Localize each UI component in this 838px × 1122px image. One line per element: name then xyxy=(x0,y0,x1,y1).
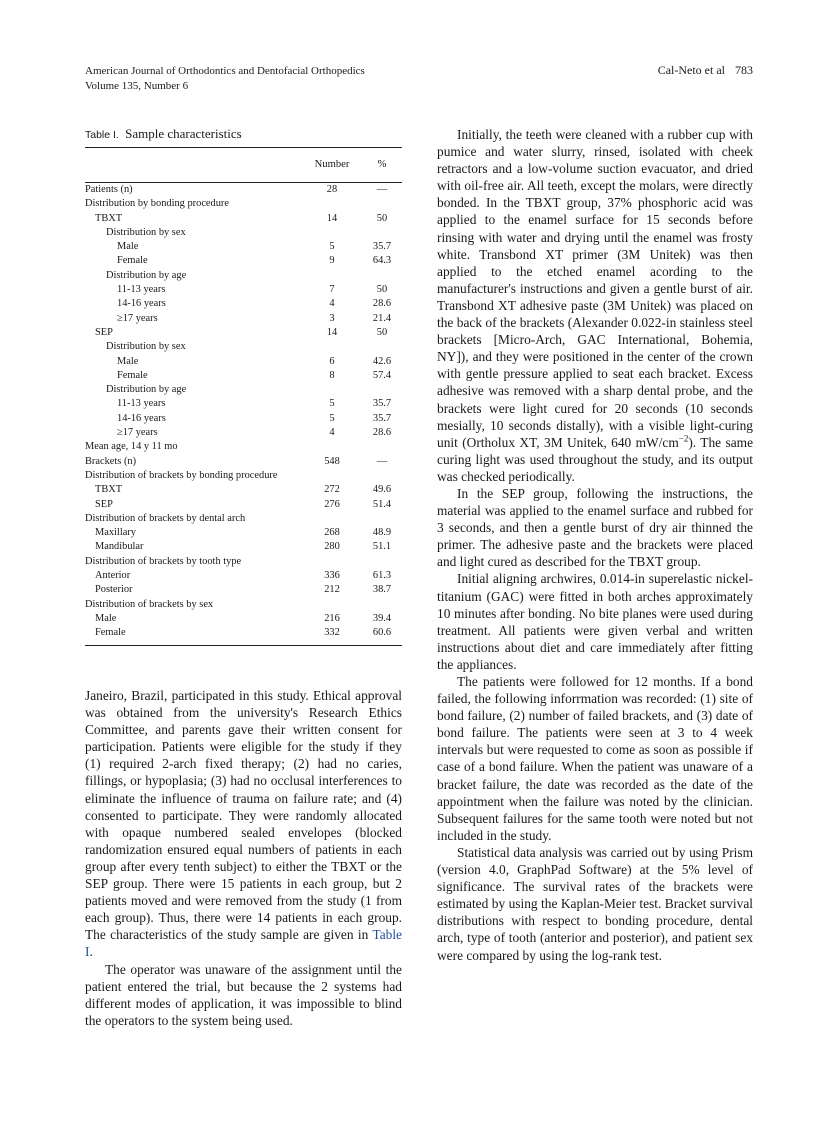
row-number xyxy=(302,269,362,283)
row-percent xyxy=(362,226,402,240)
row-label: ≥17 years xyxy=(117,427,158,439)
table-row xyxy=(85,355,402,369)
row-percent: 57.4 xyxy=(372,369,392,381)
table-row xyxy=(85,183,402,198)
row-label: Distribution by bonding procedure xyxy=(85,198,230,210)
row-number: 280 xyxy=(324,541,340,553)
row-number: 212 xyxy=(324,584,340,596)
paragraph: Initial aligning archwires, 0.014-in superelastic nickel-titanium (GAC) were fitted in both arches approximately 10 minutes after bonding. No bite planes were used during treatment. All patients were given verbal and written instructions about diet and care immediately after fitting the appliances. xyxy=(437,571,753,672)
row-label: TBXT xyxy=(95,212,123,224)
table-row xyxy=(85,297,402,311)
row-number xyxy=(302,340,362,354)
row-percent: 38.7 xyxy=(372,584,392,596)
row-percent xyxy=(362,269,402,283)
row-percent: 28.6 xyxy=(372,298,392,310)
row-number: 7 xyxy=(329,284,335,296)
row-label: 14-16 years xyxy=(117,412,166,424)
table-row xyxy=(85,226,402,240)
table-row xyxy=(85,269,402,283)
right-column-text xyxy=(437,126,753,964)
row-label: Mean age, 14 y 11 mo xyxy=(85,441,178,453)
row-percent: 64.3 xyxy=(372,255,392,267)
row-label: Brackets (n) xyxy=(85,455,137,467)
table-row xyxy=(85,512,402,526)
row-label: Mandibular xyxy=(95,541,144,553)
row-number xyxy=(302,598,362,612)
row-percent xyxy=(362,440,402,454)
table-row xyxy=(85,483,402,497)
row-number xyxy=(302,469,362,483)
row-number: 9 xyxy=(329,255,335,267)
row-label: SEP xyxy=(95,498,113,510)
row-percent: 61.3 xyxy=(372,570,392,582)
row-number: 5 xyxy=(329,241,335,253)
table-block xyxy=(85,126,402,646)
table-title: Sample characteristics xyxy=(125,126,242,141)
row-percent: — xyxy=(376,184,388,195)
table-row xyxy=(85,340,402,354)
row-number: 272 xyxy=(324,484,340,496)
paragraph: Statistical data analysis was carried out by using Prism (version 4.0, GraphPad Software) at the 5% level of significance. The survival rates of the brackets were estimated by using the Kaplan-Meier test. Bracket survival distributions with respect to bonding procedure, dental arch, type of tooth (anterior and posterior), and patient sex were compared by using the log-rank test. xyxy=(437,844,753,963)
row-percent: 39.4 xyxy=(372,612,392,624)
table-row xyxy=(85,254,402,268)
row-percent: 21.4 xyxy=(372,312,392,324)
row-percent xyxy=(362,598,402,612)
table-row xyxy=(85,426,402,440)
row-label: Female xyxy=(117,255,148,267)
row-label: SEP xyxy=(95,326,113,338)
row-label: ≥17 years xyxy=(117,312,158,324)
table-row xyxy=(85,440,402,454)
sample-characteristics-table xyxy=(85,148,402,641)
table-row xyxy=(85,240,402,254)
paragraph: In the SEP group, following the instructions, the material was applied to the enamel surface and rubbed for 3 seconds, and then a gentle burst of dry air thinned the primer. The adhesive paste and the brackets were placed and light cured as described for the TBXT group. xyxy=(437,485,753,570)
row-number: 276 xyxy=(324,498,340,510)
row-label: 11-13 years xyxy=(117,398,166,410)
col-percent-header: % xyxy=(377,159,387,170)
row-percent xyxy=(362,555,402,569)
row-number: 14 xyxy=(326,326,338,338)
row-percent: 48.9 xyxy=(372,527,392,539)
col-number-header: Number xyxy=(314,159,350,170)
page-number: 783 xyxy=(735,63,753,77)
row-number xyxy=(302,555,362,569)
row-percent: 60.6 xyxy=(372,627,392,639)
table-row xyxy=(85,326,402,340)
row-percent: 28.6 xyxy=(372,427,392,439)
table-row xyxy=(85,412,402,426)
row-number: 548 xyxy=(324,455,340,467)
table-row xyxy=(85,197,402,211)
row-percent: 50 xyxy=(376,284,388,296)
running-header-page xyxy=(658,63,753,78)
table-row xyxy=(85,283,402,297)
row-label: Female xyxy=(95,627,126,639)
table-row xyxy=(85,383,402,397)
row-label: Distribution by age xyxy=(106,384,187,396)
table-row xyxy=(85,583,402,597)
row-label: Distribution by age xyxy=(106,269,187,281)
row-number: 3 xyxy=(329,312,335,324)
running-header-journal xyxy=(85,64,365,94)
row-label: Distribution by sex xyxy=(106,226,186,238)
table-row xyxy=(85,526,402,540)
table-row xyxy=(85,598,402,612)
table-row xyxy=(85,312,402,326)
left-column-text xyxy=(85,687,402,1029)
row-number xyxy=(302,440,362,454)
row-label: Maxillary xyxy=(95,527,136,539)
table-row xyxy=(85,540,402,554)
row-label: TBXT xyxy=(95,484,123,496)
row-percent xyxy=(362,469,402,483)
row-number: 6 xyxy=(329,355,335,367)
row-percent: 42.6 xyxy=(372,355,392,367)
row-label: Male xyxy=(117,241,139,253)
table-row xyxy=(85,569,402,583)
row-label: Distribution of brackets by dental arch xyxy=(85,512,246,524)
row-number xyxy=(302,512,362,526)
row-label: Distribution by sex xyxy=(106,341,186,353)
row-number: 268 xyxy=(324,527,340,539)
row-number: 336 xyxy=(324,570,340,582)
table-reference-link[interactable]: Table I xyxy=(85,927,402,960)
paragraph: The operator was unaware of the assignment until the patient entered the trial, but because the 2 systems had different modes of application, it was impossible to blind the operators to the system being used. xyxy=(85,961,402,1028)
row-percent: 35.7 xyxy=(372,241,392,253)
row-percent: 50 xyxy=(376,212,388,224)
journal-volume: Volume 135, Number 6 xyxy=(85,80,189,92)
row-label: Female xyxy=(117,369,148,381)
row-label: Male xyxy=(95,612,117,624)
row-label: Distribution of brackets by tooth type xyxy=(85,555,242,567)
row-number: 8 xyxy=(329,369,335,381)
row-label: 11-13 years xyxy=(117,284,166,296)
table-row xyxy=(85,212,402,226)
row-number: 332 xyxy=(324,627,340,639)
table-row xyxy=(85,498,402,512)
row-number: 5 xyxy=(329,412,335,424)
row-label: Distribution of brackets by sex xyxy=(85,598,214,610)
table-row xyxy=(85,555,402,569)
row-label: Distribution of brackets by bonding procedure xyxy=(85,469,278,481)
row-percent xyxy=(362,340,402,354)
row-percent xyxy=(362,512,402,526)
paragraph: Janeiro, Brazil, participated in this study. Ethical approval was obtained from the university's Research Ethics Committee, and parents gave their written consent for participation. Patients were eligible for the study if they (1) required 2-arch fixed therapy; (2) had no caries, fillings, or hypoplasia; (3) had no occlusal interferences to eliminate the influence of trauma on failure rate; and (4) consented to participate. They were randomly allocated with opaque numbered sealed envelopes (blocked randomization ensured equal numbers of patients in each group after every tenth subject) to either the TBXT or the SEP group. There were 15 patients in each group, but 2 patients moved and were removed from the study (1 from each group). Thus, there were 14 patients in each group. The characteristics of the study sample are given in Table I. xyxy=(85,688,402,960)
row-number: 5 xyxy=(329,398,335,410)
row-label: Anterior xyxy=(95,570,131,582)
row-number xyxy=(302,383,362,397)
authors: Cal-Neto et al xyxy=(657,63,725,77)
row-label: Patients (n) xyxy=(85,184,133,195)
row-number: 28 xyxy=(326,184,338,195)
table-caption xyxy=(85,126,402,142)
row-number: 14 xyxy=(326,212,338,224)
row-percent: 51.1 xyxy=(372,541,392,553)
row-number: 4 xyxy=(329,298,335,310)
row-number xyxy=(302,197,362,211)
row-percent xyxy=(362,383,402,397)
row-number: 4 xyxy=(329,427,335,439)
row-percent: 51.4 xyxy=(372,498,392,510)
table-label: Table I. xyxy=(85,129,119,141)
table-row xyxy=(85,369,402,383)
row-number: 216 xyxy=(324,612,340,624)
row-percent: — xyxy=(376,455,388,467)
journal-name: American Journal of Orthodontics and Dentofacial Orthopedics xyxy=(85,65,365,77)
row-percent: 35.7 xyxy=(372,398,392,410)
row-percent xyxy=(362,197,402,211)
row-percent: 49.6 xyxy=(372,484,392,496)
row-label: Male xyxy=(117,355,139,367)
table-row xyxy=(85,455,402,469)
table-row xyxy=(85,397,402,411)
row-number xyxy=(302,226,362,240)
table-row xyxy=(85,612,402,626)
row-percent: 50 xyxy=(376,326,388,338)
row-label: 14-16 years xyxy=(117,298,166,310)
paragraph: The patients were followed for 12 months. If a bond failed, the following inforrmation was recorded: (1) site of bond failure, (2) number of failed brackets, and (3) date of bond failure. The patients were seen at 3 to 4 week intervals but were requested to come as soon as possible if case of a bond failure. When the patient was unaware of a bracket failure, the date was recorded as the date of the appointment when the failure was noted by the clinician. Subsequent failures for the same tooth were noted but not included in the study. xyxy=(437,674,753,843)
row-percent: 35.7 xyxy=(372,412,392,424)
table-row xyxy=(85,469,402,483)
table-header-row xyxy=(85,148,402,183)
table-row xyxy=(85,626,402,640)
paragraph: Initially, the teeth were cleaned with a rubber cup with pumice and water slurry, rinsed, isolated with cheek retractors and a low-volume suction evacuator, and dried with oil-free air. All teeth, except the molars, were directly bonded. In the TBXT group, 37% phosphoric acid was applied to the enamel surface for 15 seconds before rinsing with water and drying until the enamel was frosty white. Transbond XT primer (3M Unitek) was then applied to the etched enamel acording to the manufacturer's instructions and given a gentle burst of air. Transbond XT adhesive paste (3M Unitek) was placed on the back of the brackets (Alexander 0.022-in stainless steel brackets [Micro-Arch, GAC International, Bohemia, NY]), and they were positioned in the center of the crown with gentle pressure applied to seat each bracket. Excess adhesive was removed with a sharp dental probe, and the brackets were light cured for 20 seconds (10 seconds mesially, 10 seconds distally), with a visible light-curing unit (Ortholux XT, 3M Unitek, 640 $mW/cm^{-2}$). The same curing light was used throughout the study, and its output was checked periodically. xyxy=(437,127,754,484)
row-label: Posterior xyxy=(95,584,133,596)
